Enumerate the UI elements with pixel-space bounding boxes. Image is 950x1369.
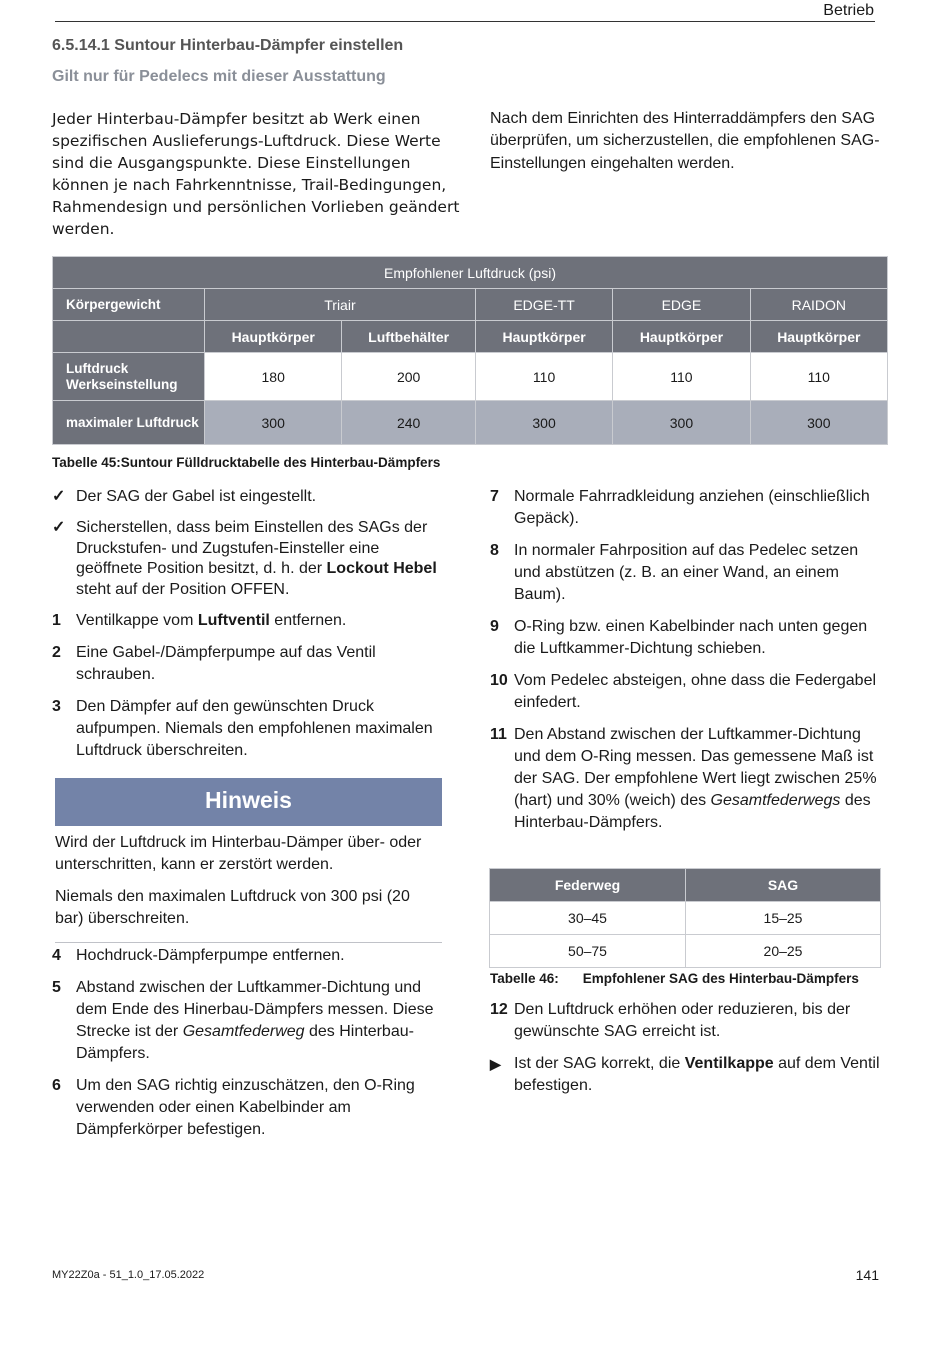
footer-doc-id: MY22Z0a - 51_1.0_17.05.2022	[52, 1269, 205, 1281]
air-pressure-table	[52, 256, 888, 445]
group-header: Triair	[205, 289, 476, 321]
sub-header: Hauptkörper	[205, 321, 342, 353]
sub-header: Luftbehälter	[342, 321, 476, 353]
intro-left: Jeder Hinterbau-Dämpfer besitzt ab Werk einen spezifischen Auslieferungs-Luftdruck. Diese Werte sind die Ausgangspunkte. Diese Einstellungen können je nach Fahrkenntnisse, Trail-Bedingungen, Rahmendesign und persönlichen Vorlieben geändert werden.	[52, 110, 460, 238]
empty-header	[53, 321, 205, 353]
note-paragraph: Niemals den maximalen Luftdruck von 300 psi (20 bar) überschreiten.	[55, 888, 410, 927]
page-number: 141	[855, 1267, 879, 1283]
table-title: Empfohlener Luftdruck (psi)	[53, 257, 888, 289]
note-body	[55, 832, 442, 930]
step-text: O-Ring bzw. einen Kabelbinder nach unten gegen die Luftkammer-Dichtung schieben.	[514, 618, 868, 657]
sub-header: Hauptkörper	[613, 321, 750, 353]
note-rule	[55, 942, 442, 943]
table-header: SAG	[686, 869, 881, 902]
check-item	[52, 486, 444, 508]
step-text-italic: Gesamtfederwegs	[710, 792, 841, 809]
step-text: In normaler Fahrposition auf das Pedelec setzen und abstützen (z. B. an einer Wand, an einem Baum).	[514, 542, 859, 603]
step-number: 12	[490, 1001, 508, 1018]
step-text: Eine Gabel-/Dämpferpumpe auf das Ventil schrauben.	[76, 644, 376, 683]
note-title: Hinweis	[55, 778, 442, 826]
right-column-top	[490, 486, 885, 844]
check-item	[52, 518, 444, 600]
left-column-top	[52, 486, 444, 772]
step-number: 1	[52, 612, 61, 629]
table-cell: 50–75	[490, 935, 686, 968]
step-item	[52, 642, 444, 686]
step-number: 11	[490, 726, 507, 743]
step-number: 7	[490, 488, 499, 505]
step-text: Ventilkappe vom	[76, 612, 198, 629]
table-header: Federweg	[490, 869, 686, 902]
step-text: des Hinterbau-Dämpfers.	[514, 792, 871, 831]
left-column-bottom	[52, 945, 444, 1151]
arrow-right-icon: ▶	[490, 1056, 501, 1072]
table-cell: 300	[750, 401, 887, 445]
step-number: 4	[52, 947, 61, 964]
result-text-bold: Ventilkappe	[684, 1055, 774, 1072]
table-row	[53, 401, 888, 445]
table-row	[490, 935, 881, 968]
table-cell: 110	[750, 353, 887, 401]
table-cell: 300	[475, 401, 612, 445]
table-cell: 240	[342, 401, 476, 445]
step-text: Abstand zwischen der Luftkammer-Dichtung und dem Ende des Hinerbau-Dämpfers messen. Diese Strecke ist der	[76, 979, 434, 1040]
step-item	[52, 977, 444, 1065]
step-number: 10	[490, 672, 508, 689]
step-number: 2	[52, 644, 61, 661]
step-text: Den Luftdruck erhöhen oder reduzieren, bis der gewünschte SAG erreicht ist.	[514, 1001, 851, 1040]
step-item	[52, 1075, 444, 1141]
step-text-bold: Luftventil	[197, 612, 270, 629]
intro-right: Nach dem Einrichten des Hinterraddämpfers den SAG überprüfen, um sicherzustellen, die empfohlenen SAG-Einstellungen eingehalten werden.	[490, 110, 880, 172]
step-item	[52, 945, 444, 967]
table-cell: 300	[613, 401, 750, 445]
table-row	[490, 902, 881, 935]
result-text: auf dem Ventil befestigen.	[514, 1055, 880, 1094]
section-subheading: Gilt nur für Pedelecs mit dieser Ausstattung	[52, 68, 386, 85]
table-cell: 15–25	[686, 902, 881, 935]
result-item	[490, 1053, 885, 1097]
step-item	[490, 670, 885, 714]
step-item	[490, 540, 885, 606]
check-text: Sicherstellen, dass beim Einstellen des SAGs der Druckstufen- und Zugstufen-Einsteller eine geöffnete Position besitzt, d. h. der	[76, 519, 428, 577]
row-label: Luftdruck Werkseinstellung	[53, 353, 205, 401]
table-cell: 110	[475, 353, 612, 401]
row-label: maximaler Luftdruck	[53, 401, 205, 445]
step-item	[490, 999, 885, 1043]
table-cell: 180	[205, 353, 342, 401]
group-header: EDGE	[613, 289, 750, 321]
table-caption	[490, 971, 859, 986]
step-number: 5	[52, 979, 61, 996]
step-text-italic: Gesamtfederweg	[182, 1023, 305, 1040]
step-item	[490, 724, 885, 834]
step-text: entfernen.	[269, 612, 347, 629]
step-item	[490, 616, 885, 660]
table-cell: 300	[205, 401, 342, 445]
step-text: des Hinterbau-Dämpfers.	[76, 1023, 414, 1062]
check-text: steht auf der Position OFFEN.	[76, 580, 290, 598]
table-cell: 110	[613, 353, 750, 401]
step-text: Den Dämpfer auf den gewünschten Druck aufpumpen. Niemals den empfohlenen maximalen Luftdruck überschreiten.	[76, 698, 433, 759]
group-header: EDGE-TT	[475, 289, 612, 321]
caption-text: Empfohlener SAG des Hinterbau-Dämpfers	[582, 971, 859, 986]
sub-header: Hauptkörper	[750, 321, 887, 353]
result-text: Ist der SAG korrekt, die	[514, 1055, 685, 1072]
check-text: Der SAG der Gabel ist eingestellt.	[76, 488, 317, 505]
caption-number: Tabelle 46:	[490, 971, 559, 986]
table-caption: Tabelle 45:Suntour Fülldrucktabelle des Hinterbau-Dämpfers	[52, 455, 441, 470]
step-number: 8	[490, 542, 499, 559]
step-number: 6	[52, 1077, 61, 1094]
checkmark-icon: ✓	[52, 488, 66, 505]
col-label: Körpergewicht	[53, 289, 205, 321]
sub-header: Hauptkörper	[475, 321, 612, 353]
step-number: 9	[490, 618, 499, 635]
table-cell: 20–25	[686, 935, 881, 968]
checkmark-icon: ✓	[52, 519, 66, 536]
header-rule	[55, 21, 875, 22]
note-paragraph: Wird der Luftdruck im Hinterbau-Dämper über- oder unterschritten, kann er zerstört werden.	[55, 834, 422, 873]
table-cell: 200	[342, 353, 476, 401]
step-item	[52, 696, 444, 762]
check-text-bold: Lockout Hebel	[326, 560, 437, 577]
step-number: 3	[52, 698, 61, 715]
sag-table	[489, 868, 881, 968]
step-text: Normale Fahrradkleidung anziehen (einschließlich Gepäck).	[514, 488, 870, 527]
step-text: Den Abstand zwischen der Luftkammer-Dichtung und dem O-Ring messen. Das gemessene Maß ist der SAG. Der empfohlene Wert liegt zwischen 25% (hart) und 30% (weich) des	[514, 726, 877, 809]
section-heading: 6.5.14.1 Suntour Hinterbau-Dämpfer einstellen	[52, 37, 404, 54]
step-text: Vom Pedelec absteigen, ohne dass die Federgabel einfedert.	[514, 672, 877, 711]
table-cell: 30–45	[490, 902, 686, 935]
right-column-bottom	[490, 999, 885, 1107]
step-item	[52, 610, 444, 632]
step-text: Hochdruck-Dämpferpumpe entfernen.	[76, 947, 345, 964]
table-row	[53, 353, 888, 401]
step-item	[490, 486, 885, 530]
step-text: Um den SAG richtig einzuschätzen, den O-Ring verwenden oder einen Kabelbinder am Dämpferkörper befestigen.	[76, 1077, 415, 1138]
group-header: RAIDON	[750, 289, 887, 321]
header-title: Betrieb	[823, 2, 874, 19]
